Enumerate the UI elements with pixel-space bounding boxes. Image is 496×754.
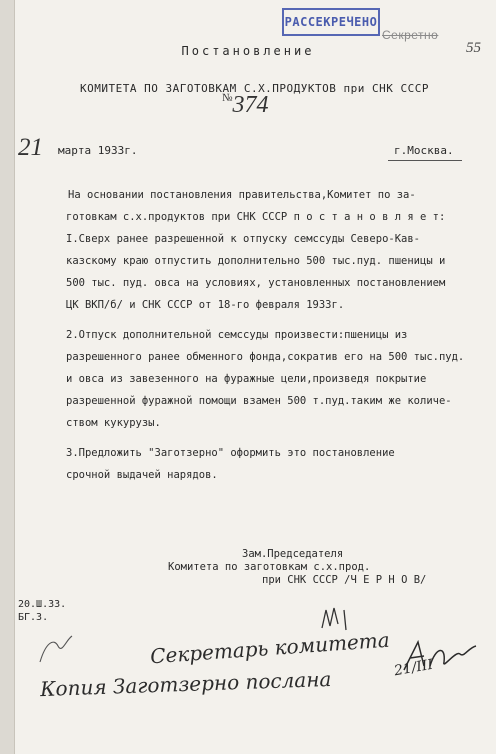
body-line: разрешенной фуражной помощи взамен 500 т.пуд.таким же количе- xyxy=(66,395,452,407)
document-number-value: 374 xyxy=(232,92,269,118)
document-body xyxy=(66,184,486,486)
body-line: 3.Предложить "Заготзерно" оформить это постановление xyxy=(66,447,395,459)
body-line: разрешенного ранее обменного фонда,сократив его на 500 тыс.пуд. xyxy=(66,351,465,363)
number-sign: № xyxy=(222,92,233,104)
document-number xyxy=(222,92,269,119)
body-line: 2.Отпуск дополнительной семссуды произвести:пшеницы из xyxy=(66,329,408,341)
sender-date: 20.Ш.33. xyxy=(18,599,67,610)
signatory-name: при СНК СССР /Ч Е Р Н О В/ xyxy=(262,574,427,586)
signature-block xyxy=(168,548,426,587)
document-title: Постановление xyxy=(181,44,315,58)
body-line: и овса из завезенного на фуражные цели,произведя покрытие xyxy=(66,373,427,385)
handwritten-initials-icon xyxy=(36,632,76,668)
body-line: 500 тыс. пуд. овса на условиях, установленных постановлением xyxy=(66,277,446,289)
body-line: срочной выдачей нарядов. xyxy=(66,469,218,481)
handwritten-date: 21/III xyxy=(392,656,435,680)
signatory-title: Зам.Председателя xyxy=(242,548,344,560)
struck-secret-stamp: Секретно xyxy=(382,28,439,42)
page-binding-edge xyxy=(0,0,15,754)
body-line: На основании постановления правительства,Комитет по за- xyxy=(68,189,416,201)
body-line: ЦК ВКП/б/ и СНК СССР от 18-го февраля 1933г. xyxy=(66,299,345,311)
handwritten-note-copy: Копия Заготзерно послана xyxy=(39,666,332,702)
sender-initials: БГ.З. xyxy=(18,612,49,623)
body-line: казскому краю отпустить дополнительно 500 тыс.пуд. пшеницы и xyxy=(66,255,446,267)
committee-heading: КОМИТЕТА ПО ЗАГОТОВКАМ С.Х.ПРОДУКТОВ при СНК СССР xyxy=(80,82,430,95)
page-number: 55 xyxy=(466,40,481,56)
handwritten-note-secretary: Секретарь комитета xyxy=(149,627,391,669)
date-day: 21 xyxy=(18,134,43,161)
date-month-year: марта 1933г. xyxy=(58,144,138,157)
body-line: I.Сверх ранее разрешенной к отпуску семссуды Северо-Кав- xyxy=(66,233,421,245)
body-line: готовкам с.х.продуктов при СНК СССР п о с т а н о в л я е т: xyxy=(66,211,446,223)
signatory-committee: Комитета по заготовкам с.х.прод. xyxy=(168,561,371,573)
city: г.Москва. xyxy=(394,144,454,157)
sender-mark xyxy=(18,598,66,624)
body-line: ством кукурузы. xyxy=(66,417,161,429)
declassified-stamp: РАССЕКРЕЧЕНО xyxy=(282,8,380,36)
city-underline xyxy=(388,160,462,161)
